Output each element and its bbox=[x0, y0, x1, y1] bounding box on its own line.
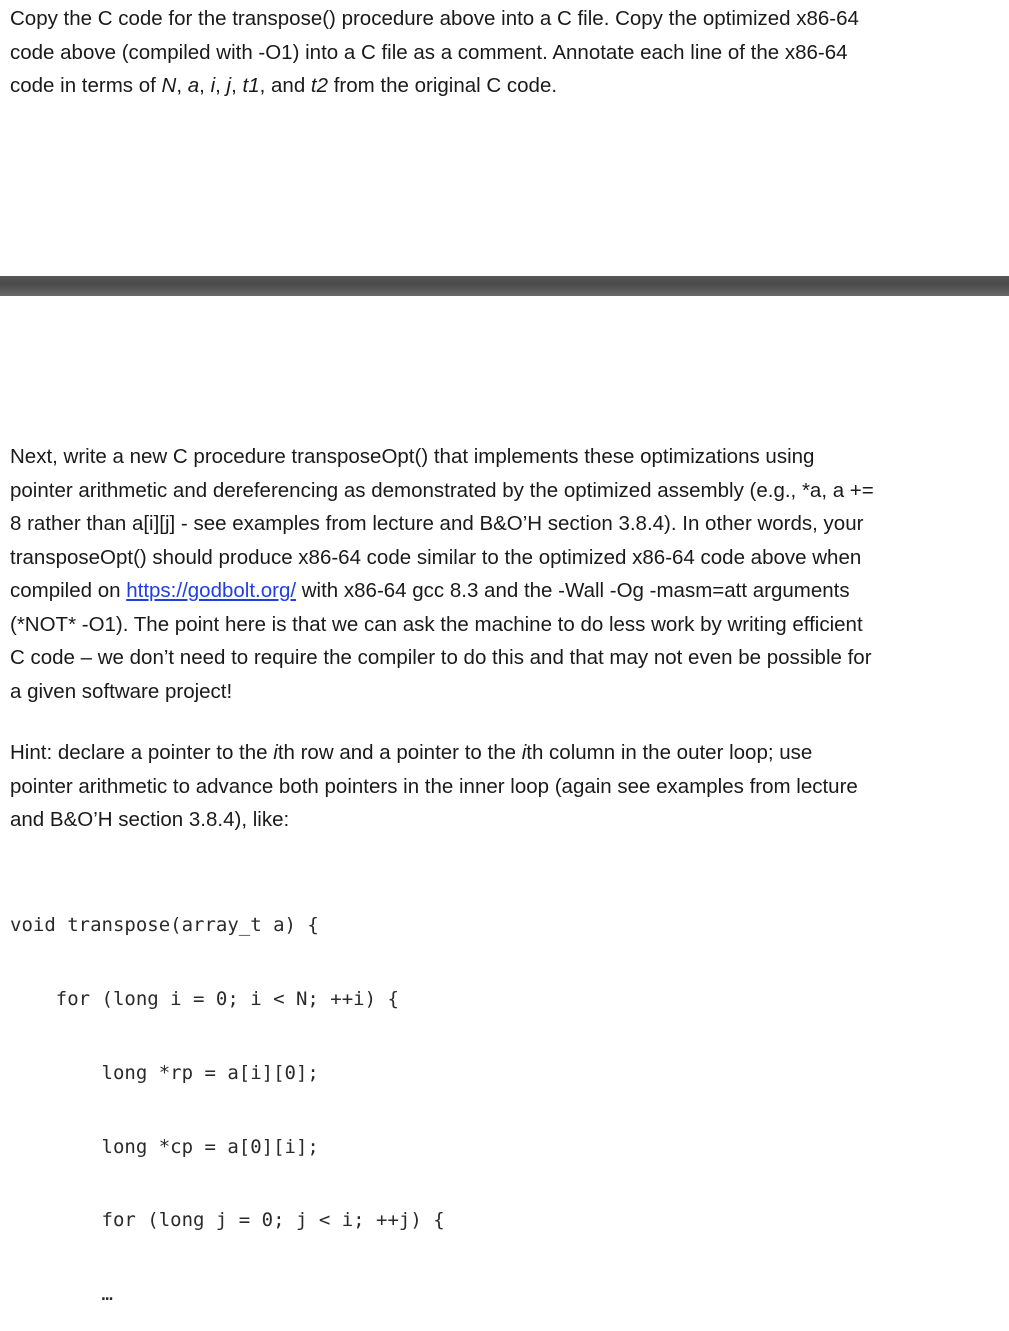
paragraph-2-line-1: Next, write a new C procedure transposeOpt() that implements these optimizations using bbox=[10, 445, 815, 468]
paragraph-2-line-2: pointer arithmetic and dereferencing as demonstrated by the optimized assembly (e.g., *a, a += bbox=[10, 478, 874, 502]
code-line: void transpose(array_t a) { bbox=[10, 914, 319, 937]
instruction-paragraph-1 bbox=[10, 2, 1000, 103]
line-5-suffix: with x86-64 gcc 8.3 and the -Wall -Og -masm=att arguments bbox=[296, 579, 850, 602]
var-n: N bbox=[161, 74, 177, 97]
line-3-suffix: from the original C code. bbox=[328, 74, 558, 97]
code-line: long *cp = a[0][i]; bbox=[10, 1135, 319, 1158]
code-line: long *rp = a[i][0]; bbox=[10, 1061, 319, 1084]
code-block bbox=[10, 864, 445, 1331]
hint-var-i-1: i bbox=[273, 741, 278, 764]
var-i: i bbox=[210, 74, 216, 97]
paragraph-2-line-3: 8 rather than a[i][j] - see examples from lecture and B&O’H section 3.8.4). In other words, your bbox=[10, 512, 864, 535]
hint-paragraph bbox=[10, 736, 1000, 837]
paragraph-1-line-2: code above (compiled with -O1) into a C file as a comment. Annotate each line of the x86-64 bbox=[10, 40, 848, 64]
line-5-prefix: compiled on bbox=[10, 579, 127, 602]
code-line: for (long i = 0; i < N; ++i) { bbox=[10, 987, 399, 1010]
code-line: … bbox=[10, 1283, 113, 1306]
hint-line-2: pointer arithmetic to advance both pointers in the inner loop (again see examples from lecture bbox=[10, 774, 858, 798]
godbolt-link[interactable]: https://godbolt.org/ bbox=[126, 579, 297, 602]
paragraph-2-line-8: a given software project! bbox=[10, 679, 233, 703]
hint-line-1-c: th column in the outer loop; use bbox=[526, 741, 813, 764]
hint-line-3: and B&O’H section 3.8.4), like: bbox=[10, 808, 290, 831]
paragraph-2-line-5 bbox=[10, 574, 1000, 608]
hint-line-1 bbox=[10, 736, 1000, 770]
paragraph-1-line-3: code in terms of N, a, i, j, t1, and t2 from the original C code. bbox=[10, 74, 558, 97]
hint-line-1-a: Hint: declare a pointer to the bbox=[10, 741, 274, 764]
var-j: j bbox=[226, 74, 232, 97]
instruction-paragraph-2 bbox=[10, 440, 1000, 708]
code-line: for (long j = 0; j < i; ++j) { bbox=[10, 1209, 445, 1232]
hint-line-1-b: th row and a pointer to the bbox=[277, 741, 522, 764]
paragraph-1-line-1: Copy the C code for the transpose() procedure above into a C file. Copy the optimized x86-64 bbox=[10, 7, 859, 30]
var-t1: t1 bbox=[242, 74, 260, 97]
paragraph-2-line-4: transposeOpt() should produce x86-64 code similar to the optimized x86-64 code above when bbox=[10, 545, 862, 569]
paragraph-2-line-7: C code – we don’t need to require the compiler to do this and that may not even be possible for bbox=[10, 646, 872, 669]
var-a: a bbox=[187, 74, 200, 97]
line-3-prefix: code in terms of bbox=[10, 74, 162, 97]
var-t2: t2 bbox=[310, 74, 329, 97]
paragraph-2-line-6: (*NOT* -O1). The point here is that we can ask the machine to do less work by writing efficient bbox=[10, 612, 863, 636]
hint-var-i-2: i bbox=[521, 741, 527, 764]
section-divider bbox=[0, 276, 1009, 296]
